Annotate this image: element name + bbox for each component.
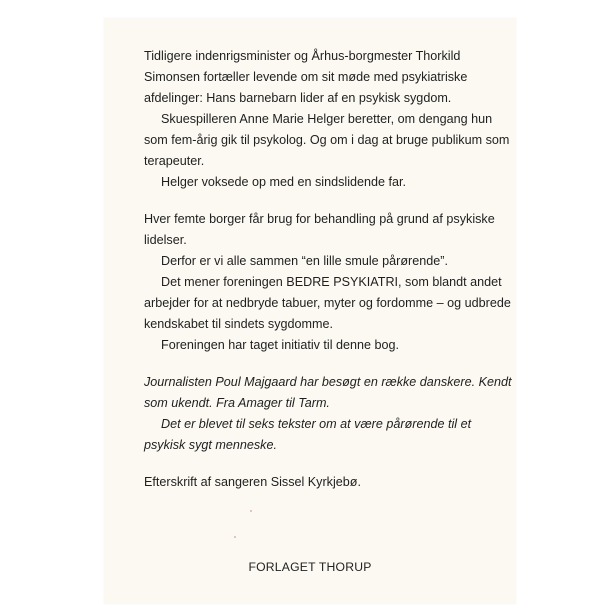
paper-speck	[250, 510, 252, 512]
paragraph: Det mener foreningen BEDRE PSYKIATRI, som blandt andet arbejder for at nedbryde tabuer, myter og fordomme – og udbrede kendskabet til sindets sygdomme.	[144, 275, 511, 331]
italic-paragraph: Journalisten Poul Majgaard har besøgt en række danskere. Kendt som ukendt. Fra Amager til Tarm.	[144, 375, 512, 410]
italic-paragraph: Det er blevet til seks tekster om at være pårørende til et psykisk sygt menneske.	[144, 417, 472, 452]
paragraph-spacer	[144, 456, 514, 472]
paragraph: Hver femte borger får brug for behandling på grund af psykiske lidelser.	[144, 212, 495, 247]
blurb-text	[144, 46, 514, 493]
publisher-name: FORLAGET THORUP	[248, 560, 372, 574]
paragraph: Foreningen har taget initiativ til denne bog.	[161, 338, 400, 352]
paragraph: Helger voksede op med en sindslidende far.	[161, 175, 407, 189]
paragraph: Derfor er vi alle sammen “en lille smule pårørende”.	[161, 254, 448, 268]
afterword-line: Efterskrift af sangeren Sissel Kyrkjebø.	[144, 475, 361, 489]
book-back-cover	[104, 18, 516, 604]
paper-speck	[234, 536, 236, 538]
paragraph: Tidligere indenrigsminister og Århus-borgmester Thorkild Simonsen fortæller levende om sit møde med psykiatriske afdelinger: Hans barnebarn lider af en psykisk sygdom.	[144, 49, 468, 105]
paragraph-spacer	[144, 356, 514, 372]
paragraph: Skuespilleren Anne Marie Helger beretter, om dengang hun som fem-årig gik til psykolog. Og om i dag at bruge publikum som terapeuter.	[144, 112, 510, 168]
paragraph-spacer	[144, 193, 514, 209]
